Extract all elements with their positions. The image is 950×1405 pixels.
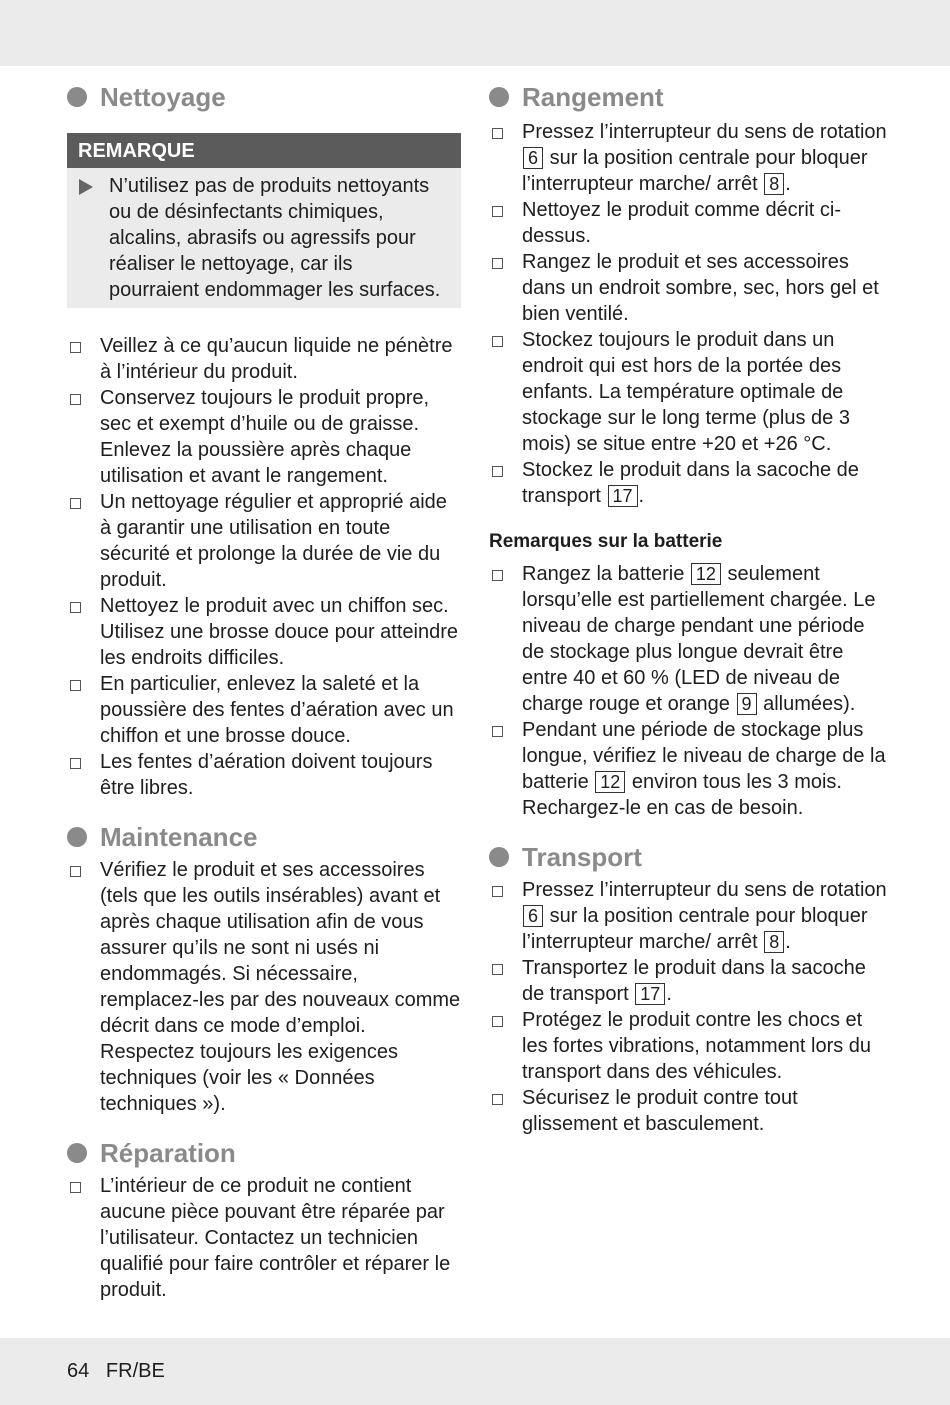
part-number-ref: 17 — [608, 485, 638, 507]
checkbox-square-icon — [492, 128, 503, 139]
list-item: Nettoyez le produit avec un chiffon sec. Utilisez une brosse douce pour atteindre les endroits difficiles. — [67, 593, 461, 671]
bullet-dot-icon — [67, 827, 87, 847]
triangle-arrow-icon — [79, 179, 93, 195]
list-item: Transportez le produit dans la sacoche de transport 17 . — [489, 955, 889, 1007]
bullet-dot-icon — [489, 847, 509, 867]
top-band — [0, 0, 950, 66]
checkbox-square-icon — [70, 758, 81, 769]
list-item: Un nettoyage régulier et approprié aide à garantir une utilisation en toute sécurité et prolonge la durée de vie du produit. — [67, 489, 461, 593]
checkbox-square-icon — [70, 394, 81, 405]
list-item: Stockez le produit dans la sacoche de transport 17 . — [489, 457, 889, 509]
list-item: Pressez l’interrupteur du sens de rotation 6 sur la position centrale pour bloquer l’interrupteur marche/ arrêt 8 . — [489, 119, 889, 197]
checkbox-square-icon — [492, 570, 503, 581]
list-item: Vérifiez le produit et ses accessoires (tels que les outils insérables) avant et après chaque utilisation afin de vous assurer qu’ils ne sont ni usés ni endommagés. Si nécessaire, remplacez-les par des nouveaux comme décrit dans ce mode d’emploi. Respectez toujours les exigences techniques (voir les « Données techniques »). — [67, 857, 461, 1117]
part-number-ref: 6 — [523, 905, 543, 927]
bullet-dot-icon — [67, 87, 87, 107]
checkbox-square-icon — [70, 680, 81, 691]
part-number-ref: 8 — [764, 173, 784, 195]
section-heading-reparation — [67, 1136, 461, 1170]
list-item: Veillez à ce qu’aucun liquide ne pénètre à l’intérieur du produit. — [67, 333, 461, 385]
list-item: L’intérieur de ce produit ne contient aucune pièce pouvant être réparée par l’utilisateur. Contactez un technicien qualifié pour faire contrôler et réparer le produit. — [67, 1173, 461, 1303]
list-item: Conservez toujours le produit propre, sec et exempt d’huile ou de graisse. Enlevez la poussière après chaque utilisation et avant le rangement. — [67, 385, 461, 489]
transport-list — [489, 877, 889, 1137]
right-column — [489, 80, 889, 1137]
part-number-ref: 17 — [635, 983, 665, 1005]
list-item: Pressez l’interrupteur du sens de rotation 6 sur la position centrale pour bloquer l’interrupteur marche/ arrêt 8 . — [489, 877, 889, 955]
note-title: REMARQUE — [67, 133, 461, 168]
note-text: N’utilisez pas de produits nettoyants ou de désinfectants chimiques, alcalins, abrasifs ou agressifs pour réaliser le nettoyage, car ils pourraient endommager les surfaces. — [109, 175, 441, 301]
nettoyage-list — [67, 333, 461, 801]
checkbox-square-icon — [492, 964, 503, 975]
part-number-ref: 9 — [737, 693, 757, 715]
part-number-ref: 8 — [764, 931, 784, 953]
list-item: Rangez le produit et ses accessoires dans un endroit sombre, sec, hors gel et bien ventilé. — [489, 249, 889, 327]
checkbox-square-icon — [70, 1182, 81, 1193]
heading-text: Réparation — [100, 1138, 236, 1168]
checkbox-square-icon — [492, 258, 503, 269]
note-body — [67, 168, 461, 308]
checkbox-square-icon — [492, 1094, 503, 1105]
page-number: 64 FR/BE — [67, 1360, 165, 1382]
checkbox-square-icon — [70, 866, 81, 877]
part-number-ref: 6 — [523, 147, 543, 169]
list-item: Stockez toujours le produit dans un endroit qui est hors de la portée des enfants. La température optimale de stockage sur le long terme (plus de 3 mois) se situe entre +20 et +26 °C. — [489, 327, 889, 457]
checkbox-square-icon — [70, 498, 81, 509]
checkbox-square-icon — [492, 726, 503, 737]
heading-text: Transport — [522, 842, 642, 872]
heading-text: Rangement — [522, 82, 664, 112]
maintenance-list — [67, 857, 461, 1117]
section-heading-transport — [489, 840, 889, 874]
checkbox-square-icon — [492, 336, 503, 347]
section-heading-nettoyage — [67, 80, 461, 114]
checkbox-square-icon — [492, 1016, 503, 1027]
list-item: Rangez la batterie 12 seulement lorsqu’elle est partiellement chargée. Le niveau de charge pendant une période de stockage plus longue devrait être entre 40 et 60 % (LED de niveau de charge rouge et orange 9 allumées). — [489, 561, 889, 717]
checkbox-square-icon — [492, 886, 503, 897]
list-item: Les fentes d’aération doivent toujours être libres. — [67, 749, 461, 801]
list-item: Pendant une période de stockage plus longue, vérifiez le niveau de charge de la batterie 12 environ tous les 3 mois. Rechargez-le en cas de besoin. — [489, 717, 889, 821]
subheading-batterie: Remarques sur la batterie — [489, 531, 723, 552]
checkbox-square-icon — [492, 206, 503, 217]
list-item: Nettoyez le produit comme décrit ci-dessus. — [489, 197, 889, 249]
rangement-list — [489, 119, 889, 509]
reparation-list — [67, 1173, 461, 1303]
checkbox-square-icon — [70, 602, 81, 613]
note-box — [67, 133, 461, 308]
list-item: Protégez le produit contre les chocs et les fortes vibrations, notamment lors du transport dans des véhicules. — [489, 1007, 889, 1085]
section-heading-rangement — [489, 80, 889, 114]
part-number-ref: 12 — [595, 771, 625, 793]
checkbox-square-icon — [492, 466, 503, 477]
part-number-ref: 12 — [691, 563, 721, 585]
heading-text: Maintenance — [100, 822, 258, 852]
checkbox-square-icon — [70, 342, 81, 353]
left-column — [67, 80, 461, 1303]
bullet-dot-icon — [489, 87, 509, 107]
bullet-dot-icon — [67, 1143, 87, 1163]
list-item: En particulier, enlevez la saleté et la poussière des fentes d’aération avec un chiffon et une brosse douce. — [67, 671, 461, 749]
section-heading-maintenance — [67, 820, 461, 854]
batterie-list — [489, 561, 889, 821]
list-item: Sécurisez le produit contre tout glissement et basculement. — [489, 1085, 889, 1137]
heading-text: Nettoyage — [100, 82, 226, 112]
